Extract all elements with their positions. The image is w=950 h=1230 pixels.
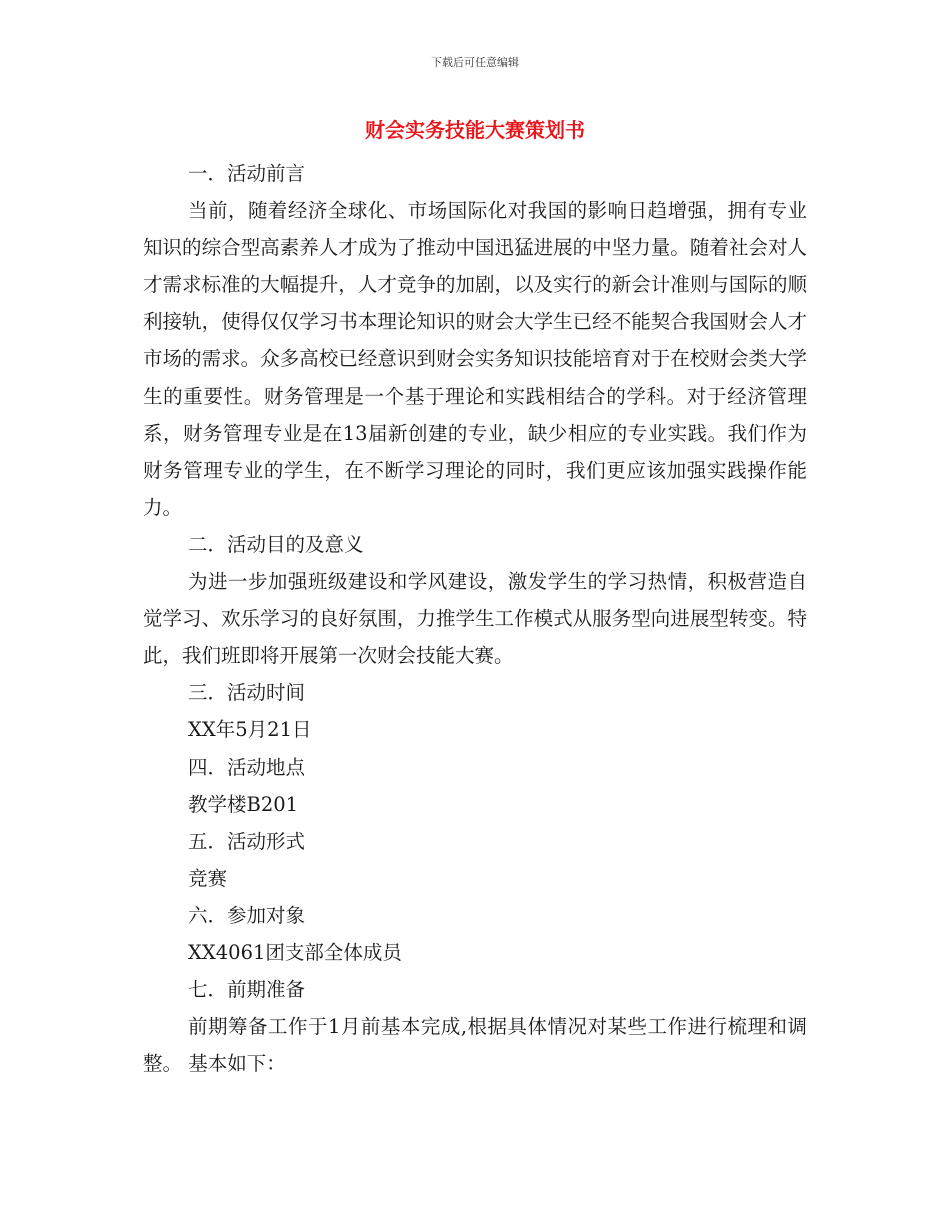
section-heading-time: 三．活动时间 (188, 681, 306, 705)
paragraph-purpose: 为进一步加强班级建设和学风建设，激发学生的学习热情，积极营造自觉学习、欢乐学习的良好氛围，力推学生工作模式从服务型向进展型转变。特此，我们班即将开展第一次财会技能大赛。 (143, 570, 807, 668)
section-heading-foreword: 一．活动前言 (188, 162, 306, 185)
page-header: 下载后可任意编辑 (431, 56, 519, 69)
section-heading-participants: 六．参加对象 (188, 903, 306, 927)
paragraph-foreword: 当前，随着经济全球化、市场国际化对我国的影响日趋增强，拥有专业知识的综合型高素养人才成为了推动中国迅猛进展的中坚力量。随着社会对人才需求标准的大幅提升，人才竞争的加剧，以及实行的新会计准则与国际的顺利接轨，使得仅仅学习书本理论知识的财会大学生已经不能契合我国财会人才市场的需求。众多高校已经意识到财会实务知识技能培育对于在校财会类大学生的重要性。财务管理是一个基于理论和实践相结合的学科。对于经济管理系，财务管理专业是在13届新创建的专业，缺少相应的专业实践。我们作为财务管理专业的学生，在不断学习理论的同时，我们更应该加强实践操作能力。 (143, 199, 807, 519)
document-body (143, 155, 807, 1082)
value-participants: XX4061团支部全体成员 (188, 940, 402, 964)
value-time: XX年5月21日 (188, 718, 312, 742)
section-heading-format: 五．活动形式 (188, 829, 306, 853)
value-format: 竞赛 (188, 866, 228, 890)
paragraph-preparation: 前期筹备工作于1月前基本完成,根据具体情况对某些工作进行梳理和调整。 基本如下： (143, 1015, 807, 1076)
value-location: 教学楼B201 (188, 792, 299, 816)
section-heading-location: 四．活动地点 (188, 755, 306, 779)
document-title: 财会实务技能大赛策划书 (365, 118, 585, 142)
section-heading-purpose: 二．活动目的及意义 (188, 532, 364, 556)
section-heading-preparation: 七．前期准备 (188, 978, 306, 1002)
